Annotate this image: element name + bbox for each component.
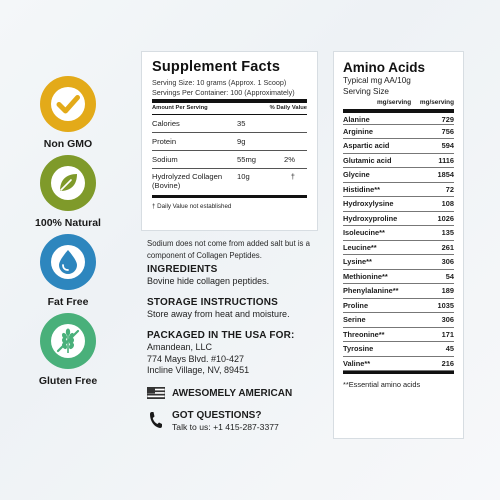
- natural-label: 100% Natural: [35, 217, 101, 229]
- amino-name: Isoleucine**: [343, 228, 385, 237]
- questions-heading: GOT QUESTIONS?: [172, 410, 262, 421]
- storage-heading: STORAGE INSTRUCTIONS: [147, 297, 279, 308]
- amino-name: Tyrosine: [343, 344, 374, 353]
- amino-row: [343, 212, 454, 227]
- gluten-free-label: Gluten Free: [38, 375, 98, 387]
- wheat-icon: [49, 322, 87, 360]
- packaged-address: [147, 342, 327, 377]
- amino-name: Methionine**: [343, 271, 388, 281]
- amino-name: Valine**: [343, 358, 371, 368]
- street-address: 774 Mays Blvd. #10-427: [147, 353, 245, 364]
- amino-row: [343, 125, 454, 140]
- amino-value: 594: [441, 141, 454, 150]
- amino-footnote: **Essential amino acids: [343, 380, 421, 389]
- servings-per-container: Servings Per Container: 100 (Approximately): [152, 87, 295, 97]
- non-gmo-badge: [40, 76, 96, 150]
- amino-row: [343, 357, 454, 372]
- dv-header: % Daily Value: [269, 105, 307, 112]
- facts-footnote: † Daily Value not established: [152, 203, 232, 211]
- amino-value: 1854: [437, 170, 454, 179]
- amino-value: 1035: [437, 300, 454, 310]
- amino-name: Hydroxyproline: [343, 213, 398, 223]
- amino-value: 306: [441, 315, 454, 324]
- amino-name: Glycine: [343, 170, 370, 179]
- ingredients-heading: INGREDIENTS: [147, 264, 218, 275]
- nutrient-amount: 10g: [237, 172, 250, 182]
- facts-row-protein: [152, 133, 307, 151]
- amino-value: 135: [441, 228, 454, 237]
- amino-name: Leucine**: [343, 242, 377, 252]
- amino-value: 306: [441, 257, 454, 266]
- amino-value: 108: [441, 199, 454, 208]
- amino-rows: [343, 110, 454, 371]
- storage-text: Store away from heat and moisture.: [147, 309, 290, 319]
- phone-icon: [149, 411, 163, 429]
- amino-value: 171: [441, 329, 454, 339]
- sodium-note: Sodium does not come from added salt but is a component of Collagen Peptides.: [147, 239, 310, 260]
- nutrient-name: Hydrolyzed Collagen (Bovine): [152, 172, 223, 191]
- amino-row: [343, 284, 454, 299]
- gluten-free-circle: [40, 313, 96, 369]
- nutrient-name: Protein: [152, 137, 177, 147]
- ingredients-text: Bovine hide collagen peptides.: [147, 276, 270, 286]
- nutrient-name: Sodium: [152, 155, 178, 165]
- facts-row-collagen: [152, 169, 307, 198]
- amino-row: [343, 197, 454, 212]
- facts-row-calories: [152, 115, 307, 133]
- serving-size: Serving Size: 10 grams (Approx. 1 Scoop): [152, 78, 287, 87]
- fat-free-circle: [40, 234, 96, 290]
- amino-name: Arginine: [343, 126, 373, 136]
- questions-row: [149, 410, 279, 432]
- amino-name: Serine: [343, 315, 366, 324]
- amino-name: Lysine**: [343, 257, 372, 266]
- non-gmo-circle: [40, 76, 96, 132]
- american-text: AWESOMELY AMERICAN: [172, 387, 293, 399]
- facts-header: [152, 103, 307, 115]
- american-row: [147, 387, 292, 399]
- checkmark-icon: [49, 85, 87, 123]
- supplement-facts-panel: [141, 51, 318, 231]
- amino-name: Glutamic acid: [343, 155, 392, 165]
- amino-name: Histidine**: [343, 184, 380, 194]
- amino-value: 216: [441, 358, 454, 368]
- amino-value: 45: [445, 344, 454, 353]
- non-gmo-label: Non GMO: [43, 138, 93, 150]
- leaf-icon: [49, 164, 87, 202]
- amino-row: [343, 168, 454, 183]
- city-address: Incline Village, NV, 89451: [147, 365, 250, 376]
- amino-subtitle-2: Serving Size: [343, 87, 389, 96]
- amino-value: 261: [441, 242, 454, 252]
- gluten-free-badge: [38, 313, 98, 387]
- amino-subtitle-1: Typical mg AA/10g: [343, 76, 411, 85]
- amino-column-headers: [343, 97, 454, 110]
- amino-name: Phenylalanine**: [343, 286, 399, 295]
- amino-value: 756: [441, 126, 454, 136]
- fat-free-label: Fat Free: [47, 296, 89, 308]
- fat-free-badge: [40, 234, 96, 308]
- amino-row: [343, 313, 454, 328]
- amino-name: Threonine**: [343, 329, 385, 339]
- amino-name: Aspartic acid: [343, 141, 390, 150]
- amino-row: [343, 255, 454, 270]
- facts-row-sodium: [152, 151, 307, 169]
- amino-row: [343, 328, 454, 343]
- amino-row: [343, 241, 454, 256]
- questions-phone[interactable]: Talk to us: +1 415-287-3377: [172, 422, 279, 432]
- natural-circle: [40, 155, 96, 211]
- amino-value: 72: [445, 184, 454, 194]
- amino-divider: [343, 371, 454, 374]
- amino-row: [343, 139, 454, 154]
- amino-row: [343, 299, 454, 314]
- water-drop-icon: [49, 243, 87, 281]
- amino-col-1: mg/serving: [377, 99, 412, 106]
- nutrient-amount: 9g: [237, 137, 246, 147]
- amino-name: Proline: [343, 300, 369, 310]
- amino-row: [343, 154, 454, 169]
- amino-value: 189: [441, 286, 454, 295]
- amino-row: [343, 110, 454, 125]
- amino-row: [343, 226, 454, 241]
- us-flag-icon: [147, 387, 165, 399]
- nutrient-amount: 55mg: [237, 155, 256, 165]
- amino-acids-panel: [333, 51, 464, 439]
- amino-name: Hydroxylysine: [343, 199, 394, 208]
- facts-title: Supplement Facts: [152, 59, 281, 75]
- nutrient-dv: †: [290, 172, 295, 182]
- amino-col-2: mg/serving: [419, 99, 454, 106]
- amount-header: Amount Per Serving: [152, 105, 208, 112]
- amino-value: 1026: [437, 213, 454, 223]
- amino-value: 1116: [438, 155, 454, 165]
- amino-title: Amino Acids: [343, 60, 426, 75]
- amino-row: [343, 342, 454, 357]
- amino-row: [343, 183, 454, 198]
- nutrient-amount: 35: [237, 119, 246, 129]
- nutrient-name: Calories: [152, 119, 180, 129]
- natural-badge: [35, 155, 101, 229]
- nutrient-dv: 2%: [284, 155, 295, 165]
- packaged-heading: PACKAGED IN THE USA FOR:: [147, 330, 295, 341]
- company-name: Amandean, LLC: [147, 342, 213, 352]
- amino-name: Alanine: [343, 115, 370, 124]
- amino-value: 54: [445, 271, 454, 281]
- amino-value: 729: [441, 115, 454, 124]
- amino-row: [343, 270, 454, 285]
